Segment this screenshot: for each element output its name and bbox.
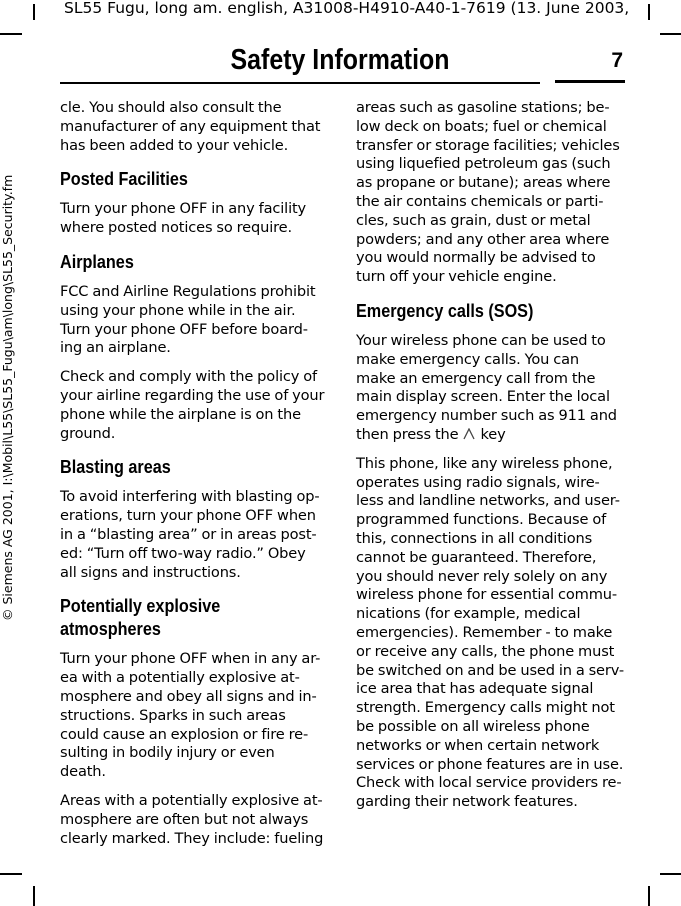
airplanes-heading: Airplanes (60, 251, 134, 272)
explosive-paragraph-2: Areas with a potentially explosive at- mosphere are often but not always clearly marked. They include: fueling (60, 791, 324, 847)
crop-mark (0, 873, 22, 875)
emergency-calls-heading: Emergency calls (SOS) (356, 300, 534, 321)
blasting-areas-heading: Blasting areas (60, 457, 171, 478)
crop-mark (33, 4, 35, 20)
copyright-side-text: © Siemens AG 2001, I:\Mobil\L55\SL55_Fugu\am\long\SL55_Security.fm (0, 174, 15, 621)
crop-mark (648, 4, 650, 20)
crop-mark (33, 886, 35, 906)
page-number: 7 (611, 49, 623, 72)
intro-paragraph: cle. You should also consult the manufacturer of any equipment that has been added to your vehicle. (60, 99, 321, 154)
airplanes-paragraph-1: FCC and Airline Regulations prohibit using your phone while in the air. Turn your phone OFF before board- ing an airplane. (60, 282, 316, 357)
crop-mark (660, 33, 681, 35)
crop-mark (648, 886, 650, 906)
posted-facilities-heading: Posted Facilities (60, 169, 188, 190)
explosive-atmospheres-heading: Potentially explosive atmospheres (60, 596, 221, 640)
emergency-paragraph-2: This phone, like any wireless phone, operates using radio signals, wire- less and landline networks, and user- programmed functions. Because of this, connections in all conditions cannot be guaranteed. Therefore, you should never rely solely on any wireless phone for essential commu- nications (for example, medical emergencies). Remember - to make or receive any calls, the phone must be switched on and be used in a serv- ice area that has adequate signal strength. Emergency calls might not be possible on all wireless phone networks or when certain network services or phone features are in use. Check with local service providers re- garding their network features. (356, 454, 624, 811)
title-rule (60, 82, 540, 84)
call-key-icon (463, 427, 475, 439)
blasting-areas-paragraph: To avoid interfering with blasting op- erations, turn your phone OFF when in a “blasting area” or in areas post- ed: “Turn off two-way radio.” Obey all signs and instructions. (60, 488, 320, 581)
explosive-continuation-paragraph: areas such as gasoline stations; be- low deck on boats; fuel or chemical transfer or storage facilities; vehicles using liquefied petroleum gas (such as propane or butane); areas where the air contains chemicals or parti- cles, such as grain, dust or metal powders; and any other area where you would normally be advised to turn off your vehicle engine. (356, 99, 620, 286)
page-number-rule (555, 80, 625, 83)
page-title: Safety Information (230, 44, 450, 76)
emergency-paragraph-1: Your wireless phone can be used to make emergency calls. You can make an emergency call from the main display screen. Enter the local emergency number such as 911 and then press the key (356, 331, 617, 443)
posted-facilities-paragraph: Turn your phone OFF in any facility where posted notices so require. (60, 200, 307, 237)
crop-mark (660, 873, 681, 875)
explosive-paragraph-1: Turn your phone OFF when in any ar- ea with a potentially explosive at- mosphere and obey all signs and in- structions. Sparks in such areas could cause an explosion or fire re- sulting in bodily injury or even death. (60, 650, 321, 781)
right-column (356, 99, 626, 812)
airplanes-paragraph-2: Check and comply with the policy of your airline regarding the use of your phone while the airplane is on the ground. (60, 368, 325, 442)
document-meta-line: SL55 Fugu, long am. english, A31008-H4910-A40-1-7619 (13. June 2003, (64, 0, 630, 17)
left-column (60, 99, 330, 848)
crop-mark (0, 33, 22, 35)
